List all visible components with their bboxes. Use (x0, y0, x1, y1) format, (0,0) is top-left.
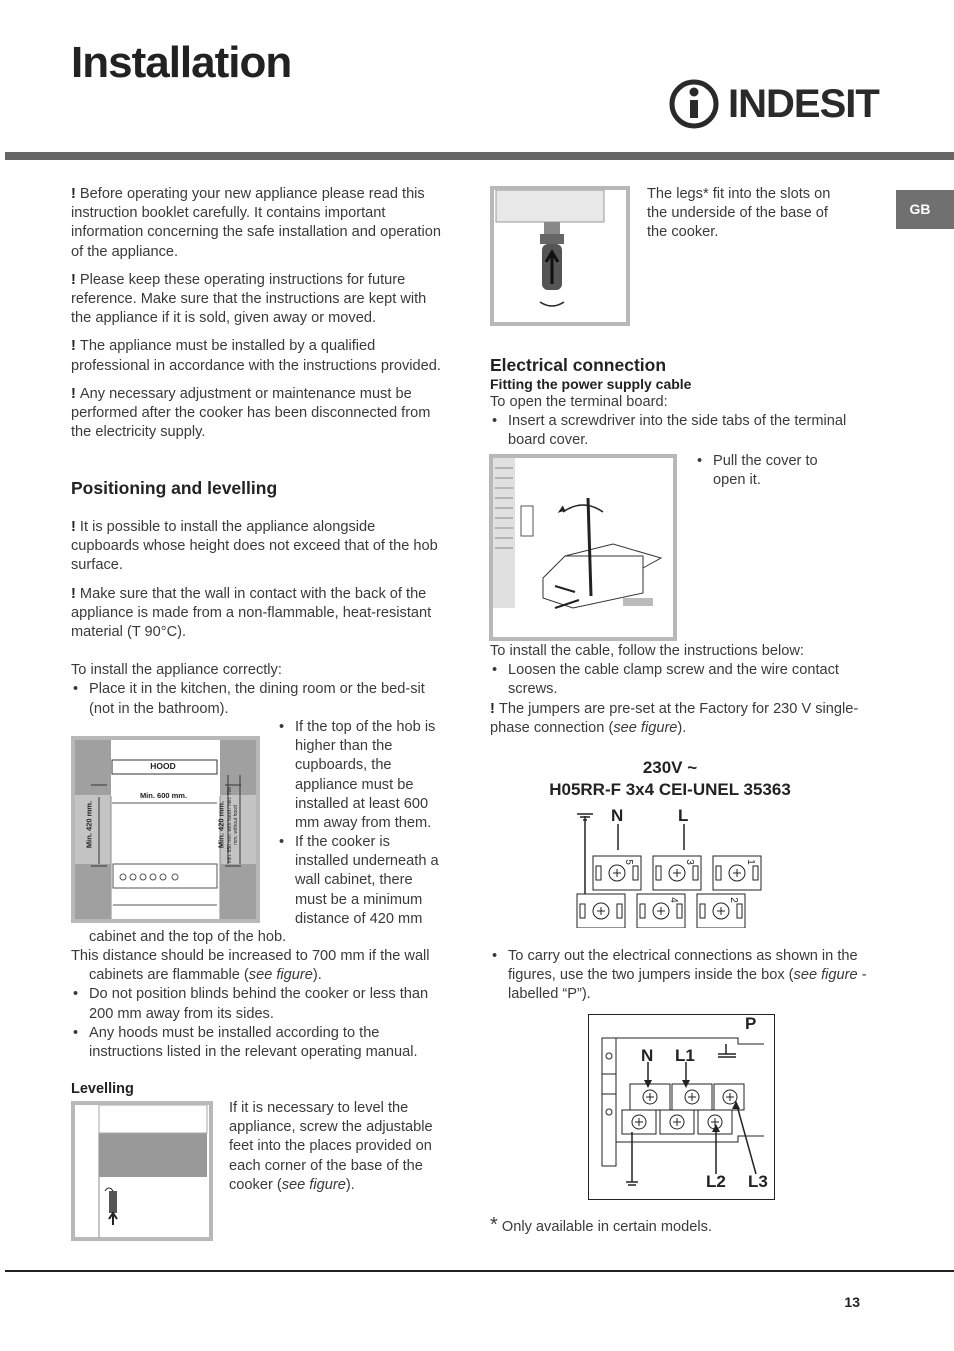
warning-4: ! Any necessary adjustment or maintenance must be performed after the cooker has been disconnected from the electricity supply. (71, 385, 431, 441)
warning-3: ! The appliance must be installed by a qualified professional in accordance with the instructions provided. (71, 338, 441, 374)
left-column (71, 185, 446, 442)
terminal-number-2: 2 (727, 897, 739, 903)
terminal-number-5: 5 (622, 859, 634, 865)
bullet-pull: • Pull the cover to open it. (695, 452, 845, 490)
bullet-place: • Place it in the kitchen, the dining room or the bed-sit (not in the bathroom). (71, 680, 446, 718)
wire-label-n: N (611, 806, 624, 825)
legs-figure (490, 186, 630, 326)
footnote-star: * (490, 1214, 498, 1236)
min-650-700-label: min. 650 mm. with hood / min. 700 mm. without hood (227, 786, 239, 864)
fitting-heading: Fitting the power supply cable (490, 376, 692, 392)
positioning-warning-1: ! It is possible to install the appliance alongside cupboards whose height does not exceed that of the hob surface. (71, 519, 438, 574)
positioning-section (71, 518, 446, 719)
install-cable-text: To install the cable, follow the instructions below: (490, 643, 804, 659)
bullet-cabinet-continuation: cabinet and the top of the hob. (89, 929, 287, 945)
distance-section (71, 947, 446, 1062)
terminal-number-1: 1 (744, 859, 756, 865)
box-label-l1: L1 (675, 1046, 695, 1065)
wire-label-l: L (678, 806, 689, 825)
terminal-number-3: 3 (683, 859, 695, 865)
jumper-text: ! The jumpers are pre-set at the Factory for 230 V single-phase connection (see figure). (490, 700, 859, 736)
page-title: Installation (71, 38, 292, 87)
min-420-right-label: Min. 420 mm. (216, 800, 226, 849)
box-label-l3: L3 (748, 1172, 768, 1191)
bullet-cabinet-start (277, 833, 445, 929)
footer-divider (5, 1270, 954, 1272)
open-board-text: To open the terminal board: (490, 394, 668, 410)
wiring-title-voltage: 230V ~ (642, 758, 698, 777)
fitting-section (490, 375, 870, 451)
wiring-title-cable: H05RR-F 3x4 CEI-UNEL 35363 (549, 780, 791, 799)
distance-text: This distance should be increased to 700 mm if the wall cabinets are flammable (see figure). (71, 948, 430, 984)
box-label-n: N (641, 1046, 654, 1065)
bullet-hoods: • Any hoods must be installed according to the instructions listed in the relevant operating manual. (71, 1024, 446, 1062)
electrical-heading: Electrical connection (490, 355, 667, 375)
positioning-warning-2: ! Make sure that the wall in contact with the back of the appliance is made from a non-flammable, heat-resistant material (T 90°C). (71, 585, 432, 641)
install-intro: To install the appliance correctly: (71, 662, 282, 679)
bullet-cabinet: • If the cooker is installed underneath a wall cabinet, there must be a minimum distance of 420 mm (277, 833, 445, 929)
box-label-p: P (745, 1014, 757, 1033)
page-number: 13 (844, 1294, 860, 1310)
bullet-screwdriver: • Insert a screwdriver into the side tabs of the terminal board cover. (490, 412, 870, 450)
warning-1: ! Before operating your new appliance please read this instruction booklet carefully. It contains important information concerning the safe installation and operation of the appliance. (71, 186, 441, 260)
legs-text: The legs* fit into the slots on the underside of the base of the cooker. (647, 186, 831, 241)
levelling-text: If it is necessary to level the appliance, screw the adjustable feet into the places provided on each corner of the base of the cooker (see figure). (229, 1100, 433, 1193)
bullet-loosen: • Loosen the cable clamp screw and the wire contact screws. (490, 661, 875, 699)
bullet-carry-out: • To carry out the electrical connections as shown in the figures, use the two jumpers inside the box (see figure - labelled “P”). (490, 947, 875, 1005)
language-tab: GB (896, 190, 954, 229)
positioning-heading: Positioning and levelling (71, 478, 278, 498)
hood-label: HOOD (150, 761, 176, 771)
bullet-hob-height: • If the top of the hob is higher than the cupboards, the appliance must be installed at least 600 mm away from them. (277, 718, 445, 833)
min-600-label: Min. 600 mm. (139, 791, 188, 800)
hob-bullets (277, 718, 445, 833)
footnote-text: Only available in certain models. (501, 1219, 712, 1235)
pull-cover-section (695, 452, 845, 490)
carry-out-section (490, 947, 875, 1005)
levelling-figure (71, 1101, 213, 1241)
warning-2: ! Please keep these operating instructions for future reference. Make sure that the instructions are kept with the appliance if it is sold, given away or moved. (71, 271, 427, 327)
terminal-board-figure (489, 454, 677, 641)
terminal-number-4: 4 (667, 897, 679, 903)
cable-section (490, 642, 875, 738)
footnote (490, 1216, 790, 1237)
brand-name: INDESIT (728, 82, 879, 126)
min-420-left-label: Min. 420 mm. (84, 800, 94, 849)
header-divider (5, 152, 954, 160)
levelling-heading: Levelling (71, 1081, 134, 1097)
box-label-l2: L2 (706, 1172, 726, 1191)
bullet-blinds: • Do not position blinds behind the cooker or less than 200 mm away from its sides. (71, 985, 446, 1023)
